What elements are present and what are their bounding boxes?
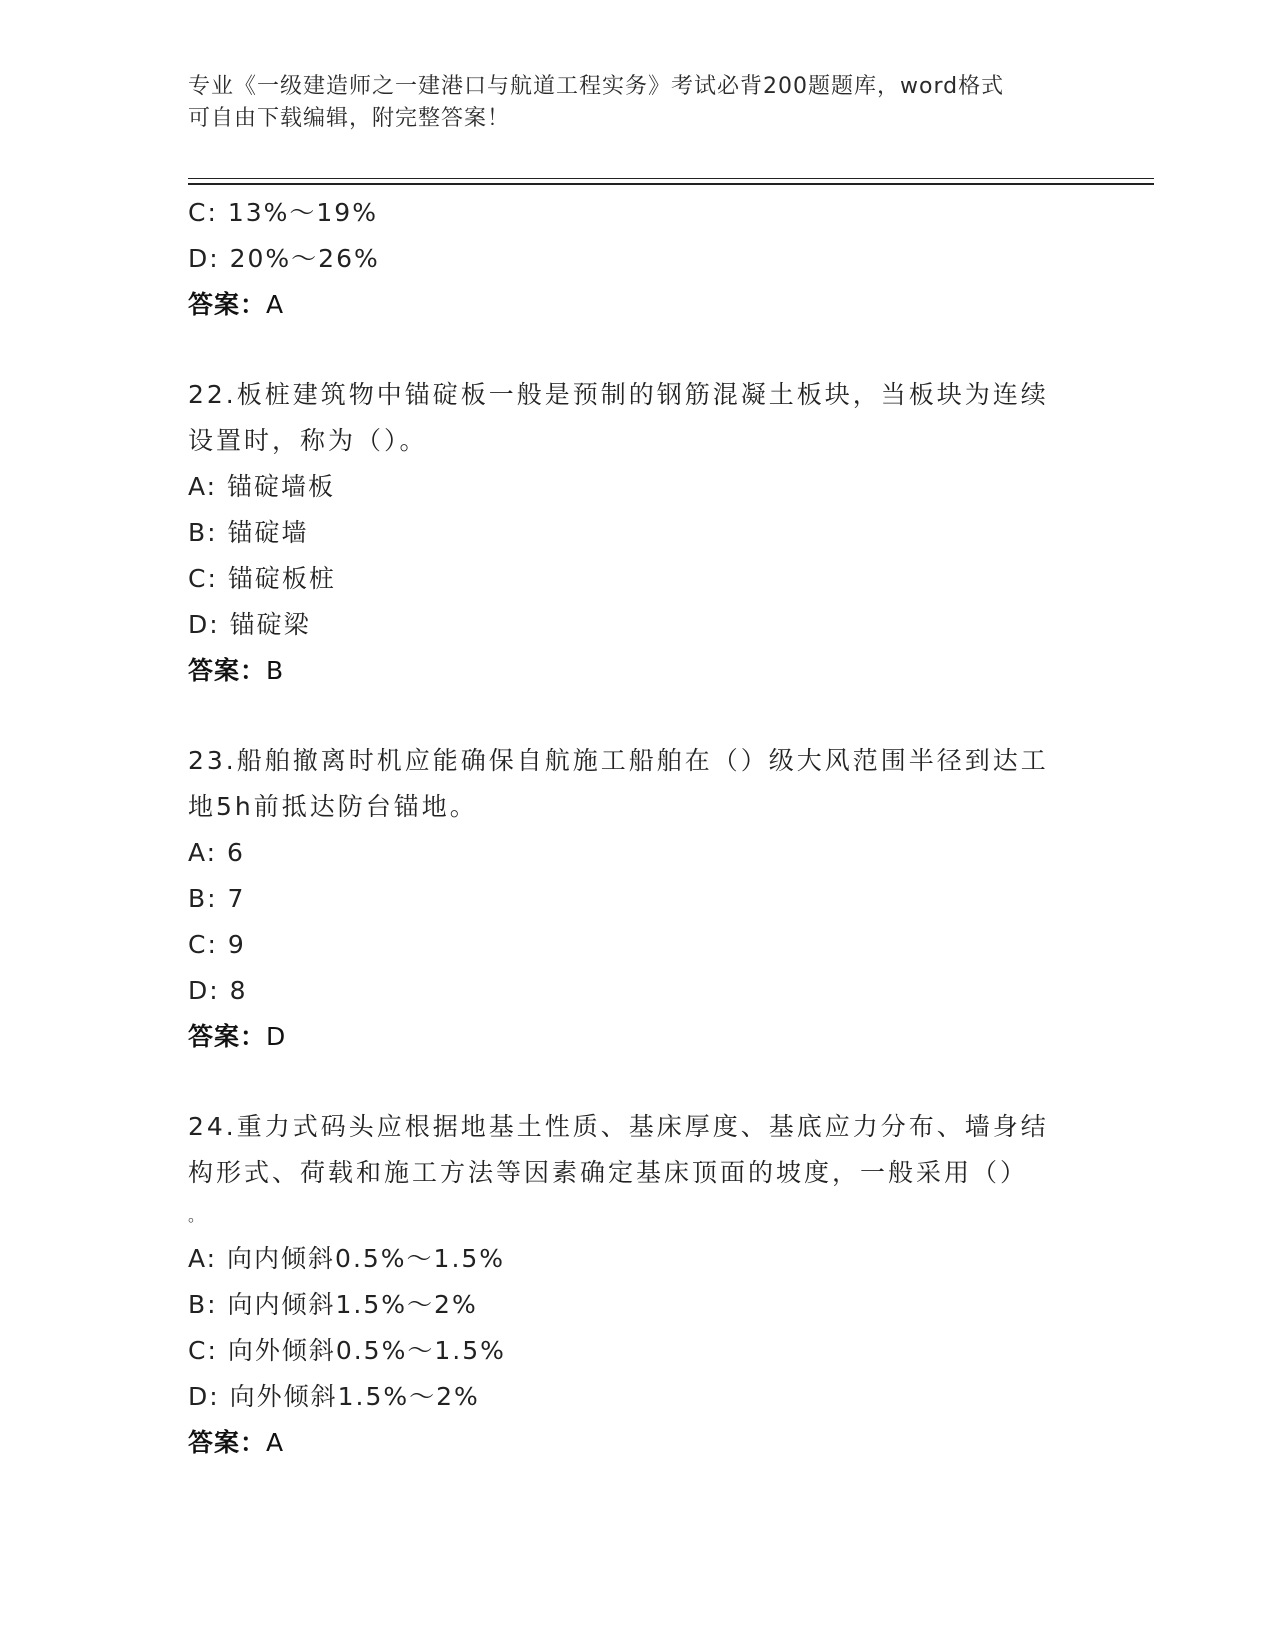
answer-line bbox=[188, 282, 1088, 328]
option-a: A: 向内倾斜0.5%～1.5% bbox=[188, 1244, 506, 1273]
question-21-tail bbox=[188, 190, 1088, 328]
option-c: C: 9 bbox=[188, 930, 246, 959]
question-stem-line: 设置时，称为（）。 bbox=[188, 426, 428, 455]
question-22-stem bbox=[188, 372, 1058, 464]
answer-label: 答案： bbox=[188, 1428, 267, 1457]
answer-label: 答案： bbox=[188, 290, 267, 319]
answer-line bbox=[188, 1420, 1088, 1466]
option-a: A: 6 bbox=[188, 838, 245, 867]
answer-value: B bbox=[266, 656, 285, 685]
question-stem-line: 构形式、荷载和施工方法等因素确定基床顶面的坡度，一般采用（） bbox=[188, 1158, 1029, 1187]
option-d: D: 向外倾斜1.5%～2% bbox=[188, 1382, 480, 1411]
question-stem-line: 地5h前抵达防台锚地。 bbox=[188, 792, 478, 821]
option-d: D: 20%～26% bbox=[188, 244, 380, 273]
option-b: B: 锚碇墙 bbox=[188, 518, 309, 547]
option-c: C: 13%～19% bbox=[188, 198, 378, 227]
answer-line bbox=[188, 1014, 1088, 1060]
header-divider-thick bbox=[188, 183, 1154, 185]
question-stem-trailing-punctuation: 。 bbox=[188, 1206, 205, 1225]
question-stem-line: 22.板桩建筑物中锚碇板一般是预制的钢筋混凝土板块，当板块为连续 bbox=[188, 380, 1049, 409]
answer-label: 答案： bbox=[188, 1022, 267, 1051]
answer-value: A bbox=[266, 290, 285, 319]
question-23 bbox=[188, 738, 1088, 1060]
document-body bbox=[188, 190, 1088, 1466]
question-23-stem bbox=[188, 738, 1058, 830]
header-title-line-1: 专业《一级建造师之一建港口与航道工程实务》考试必背200题题库，word格式 bbox=[188, 74, 1005, 99]
option-d: D: 8 bbox=[188, 976, 248, 1005]
answer-label: 答案： bbox=[188, 656, 267, 685]
question-stem-line: 24.重力式码头应根据地基土性质、基床厚度、基底应力分布、墙身结 bbox=[188, 1112, 1049, 1141]
option-d: D: 锚碇梁 bbox=[188, 610, 311, 639]
header-divider-thin bbox=[188, 178, 1154, 179]
answer-value: A bbox=[266, 1428, 285, 1457]
option-b: B: 7 bbox=[188, 884, 246, 913]
question-stem-line: 23.船舶撤离时机应能确保自航施工船舶在（）级大风范围半径到达工 bbox=[188, 746, 1049, 775]
question-22 bbox=[188, 372, 1088, 694]
question-24-stem bbox=[188, 1104, 1058, 1196]
answer-value: D bbox=[266, 1022, 287, 1051]
question-24 bbox=[188, 1104, 1088, 1466]
header-title-line-2: 可自由下载编辑，附完整答案！ bbox=[188, 106, 511, 131]
option-b: B: 向内倾斜1.5%～2% bbox=[188, 1290, 478, 1319]
page-header bbox=[188, 71, 1088, 135]
option-c: C: 向外倾斜0.5%～1.5% bbox=[188, 1336, 506, 1365]
option-a: A: 锚碇墙板 bbox=[188, 472, 336, 501]
option-c: C: 锚碇板桩 bbox=[188, 564, 336, 593]
answer-line bbox=[188, 648, 1088, 694]
